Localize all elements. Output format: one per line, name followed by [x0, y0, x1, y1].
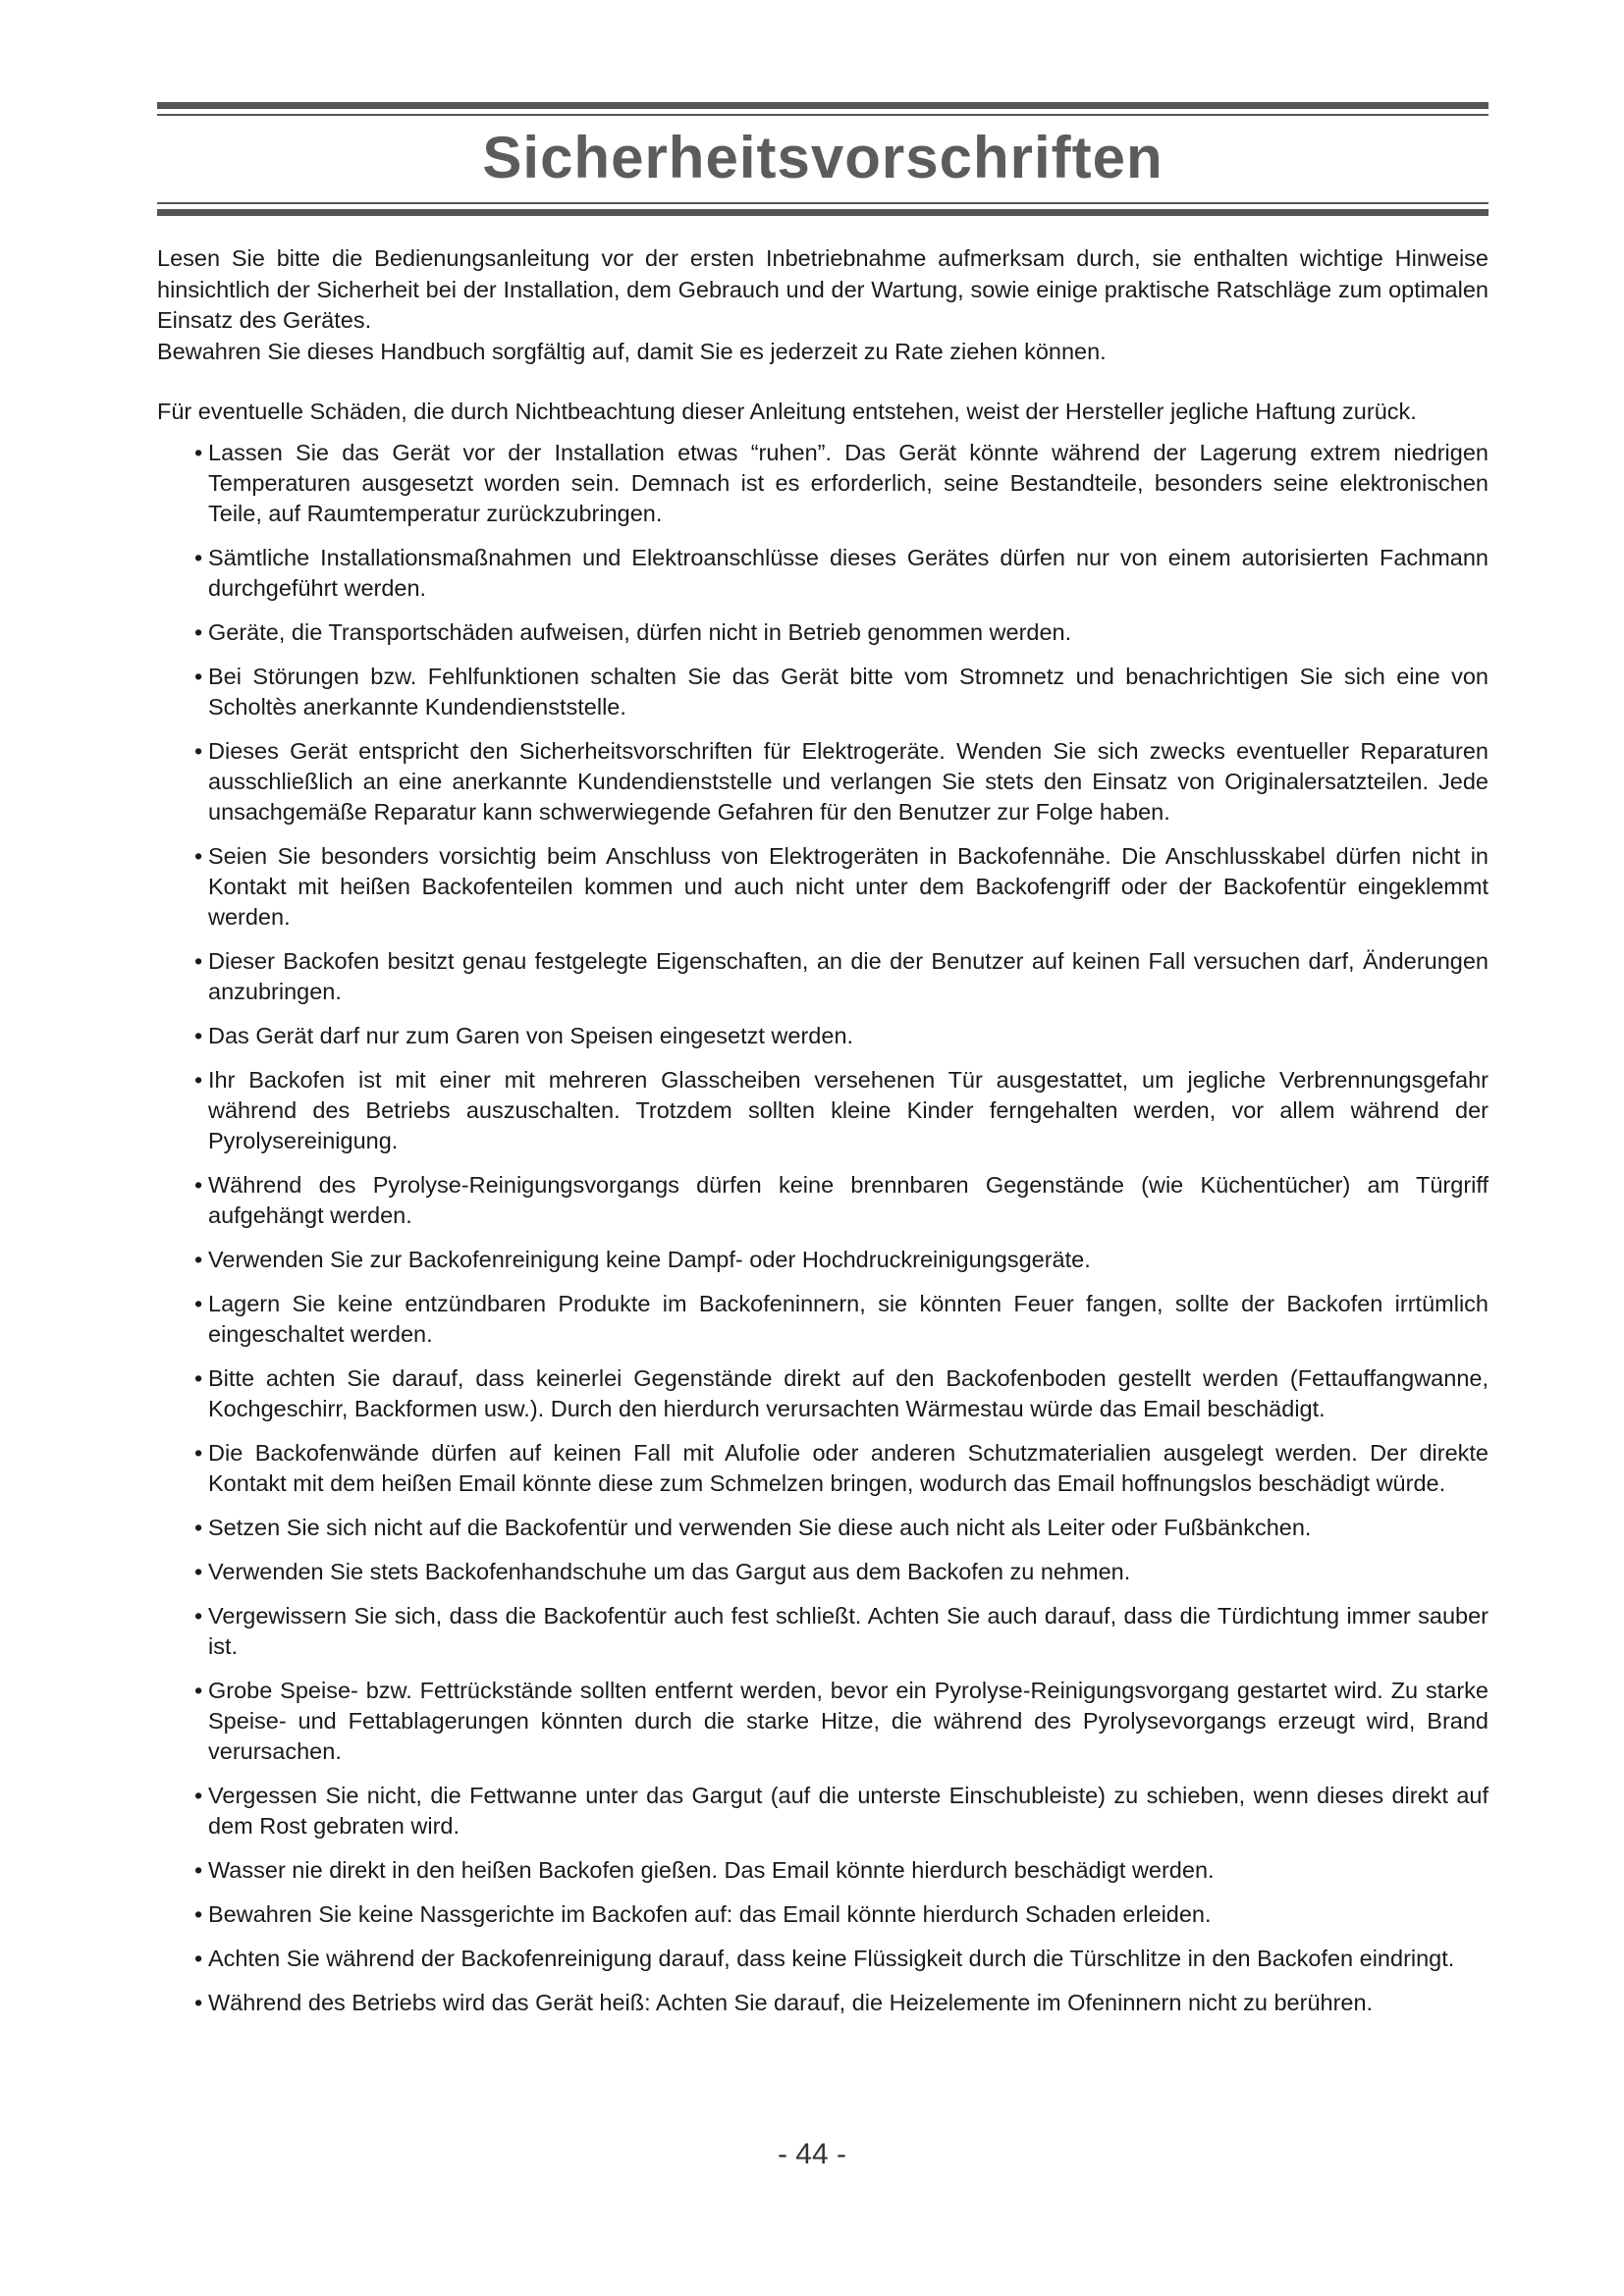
- page-number: - 44 -: [777, 2138, 847, 2170]
- list-item: • Seien Sie besonders vorsichtig beim Anschluss von Elektrogeräten in Backofennähe. Die Anschlusskabel dürfen nicht in Kontakt mit heißen Backofenteilen kommen und auch nicht unter dem Backofengriff oder der Backofentür eingeklemmt werden.: [194, 842, 1489, 930]
- bullet-icon: •: [194, 1900, 203, 1927]
- title-rule-top-thick: [157, 102, 1489, 109]
- list-item: • Während des Betriebs wird das Gerät heiß: Achten Sie darauf, die Heizelemente im Ofeninnern nicht zu berühren.: [194, 1988, 1489, 2018]
- intro-paragraph: Bewahren Sie dieses Handbuch sorgfältig auf, damit Sie es jederzeit zu Rate ziehen können.: [157, 338, 1107, 364]
- bullet-icon: •: [194, 1066, 203, 1093]
- list-item: • Geräte, die Transportschäden aufweisen, dürfen nicht in Betrieb genommen werden.: [194, 617, 1489, 648]
- list-item: • Bitte achten Sie darauf, dass keinerlei Gegenstände direkt auf den Backofenboden gestellt werden (Fettauffangwanne, Kochgeschirr, Backformen usw.). Durch den hierdurch verursachten Wärmestau würde das Email beschädigt.: [194, 1364, 1489, 1421]
- list-item: • Ihr Backofen ist mit einer mit mehreren Glasscheiben versehenen Tür ausgestattet, um jegliche Verbrennungsgefahr während des Betriebs auszuschalten. Trotzdem sollten kleine Kinder ferngehalten werden, vor allem während der Pyrolysereinigung.: [194, 1066, 1489, 1153]
- list-item: • Setzen Sie sich nicht auf die Backofentür und verwenden Sie diese auch nicht als Leiter oder Fußbänkchen.: [194, 1513, 1489, 1543]
- bullet-icon: •: [194, 1945, 203, 1971]
- list-item: • Vergessen Sie nicht, die Fettwanne unter das Gargut (auf die unterste Einschubleiste) zu schieben, wenn dieses direkt auf dem Rost gebraten wird.: [194, 1782, 1489, 1839]
- bullet-icon: •: [194, 1364, 203, 1391]
- list-item: • Vergewissern Sie sich, dass die Backofentür auch fest schließt. Achten Sie auch darauf, dass die Türdichtung immer sauber ist.: [194, 1602, 1489, 1659]
- list-item: • Dieser Backofen besitzt genau festgelegte Eigenschaften, an die der Benutzer auf keinen Fall versuchen darf, Änderungen anzubringen.: [194, 947, 1489, 1004]
- bullet-icon: •: [194, 1171, 203, 1198]
- intro-paragraph: Lesen Sie bitte die Bedienungsanleitung vor der ersten Inbetriebnahme aufmerksam durch, sie enthalten wichtige Hinweise hinsichtlich der Sicherheit bei der Installation, dem Gebrauch und der Wartung, sowie einige praktische Ratschläge zum optimalen Einsatz des Gerätes.: [157, 245, 1489, 333]
- list-item: • Das Gerät darf nur zum Garen von Speisen eingesetzt werden.: [194, 1021, 1489, 1051]
- bullet-icon: •: [194, 544, 203, 570]
- list-item: • Achten Sie während der Backofenreinigung darauf, dass keine Flüssigkeit durch die Türschlitze in den Backofen eindringt.: [194, 1944, 1489, 1974]
- bullet-icon: •: [194, 1246, 203, 1272]
- list-item: • Wasser nie direkt in den heißen Backofen gießen. Das Email könnte hierdurch beschädigt werden.: [194, 1855, 1489, 1886]
- bullet-icon: •: [194, 618, 203, 645]
- list-item: • Bewahren Sie keine Nassgerichte im Backofen auf: das Email könnte hierdurch Schaden erleiden.: [194, 1899, 1489, 1930]
- bullet-icon: •: [194, 1558, 203, 1584]
- document-body: [157, 243, 1489, 2032]
- list-item: • Lassen Sie das Gerät vor der Installation etwas “ruhen”. Das Gerät könnte während der Lagerung extrem niedrigen Temperaturen ausgesetzt worden sein. Demnach ist es erforderlich, seine Bestandteile, besonders seine elektronischen Teile, auf Raumtemperatur zurückzubringen.: [194, 439, 1489, 526]
- bullet-icon: •: [194, 1856, 203, 1883]
- title-header: [157, 102, 1489, 216]
- list-item: • Dieses Gerät entspricht den Sicherheitsvorschriften für Elektrogeräte. Wenden Sie sich zwecks eventueller Reparaturen ausschließlich an eine anerkannte Kundendienststelle und verlangen Sie stets den Einsatz von Originalersatzteilen. Jede unsachgemäße Reparatur kann schwerwiegende Gefahren für den Benutzer zur Folge haben.: [194, 737, 1489, 825]
- bullet-icon: •: [194, 663, 203, 689]
- bullet-icon: •: [194, 1602, 203, 1629]
- bullet-icon: •: [194, 439, 203, 465]
- list-item: • Die Backofenwände dürfen auf keinen Fall mit Alufolie oder anderen Schutzmaterialien ausgelegt werden. Der direkte Kontakt mit dem heißen Email könnte diese zum Schmelzen bringen, wodurch das Email hoffnungslos beschädigt würde.: [194, 1439, 1489, 1496]
- list-item: • Grobe Speise- bzw. Fettrückstände sollten entfernt werden, bevor ein Pyrolyse-Reinigungsvorgang gestartet wird. Zu starke Speise- und Fettablagerungen könnten durch die starke Hitze, die während des Pyrolysevorgangs erzeugt wird, Brand verursachen.: [194, 1677, 1489, 1764]
- list-item: • Verwenden Sie stets Backofenhandschuhe um das Gargut aus dem Backofen zu nehmen.: [194, 1557, 1489, 1587]
- bullet-icon: •: [194, 1514, 203, 1540]
- page-title: Sicherheitsvorschriften: [482, 125, 1164, 190]
- bullet-icon: •: [194, 1439, 203, 1466]
- safety-list: [157, 438, 1489, 2018]
- list-item: • Bei Störungen bzw. Fehlfunktionen schalten Sie das Gerät bitte vom Stromnetz und benachrichtigen Sie sich eine von Scholtès anerkannte Kundendienststelle.: [194, 663, 1489, 720]
- title-rule-top-thin: [157, 114, 1489, 116]
- list-item: • Lagern Sie keine entzündbaren Produkte im Backofeninnern, sie könnten Feuer fangen, sollte der Backofen irrtümlich eingeschaltet werden.: [194, 1290, 1489, 1347]
- bullet-icon: •: [194, 947, 203, 974]
- bullet-icon: •: [194, 842, 203, 869]
- bullet-icon: •: [194, 1989, 203, 2015]
- bullet-icon: •: [194, 737, 203, 764]
- liability-paragraph: Für eventuelle Schäden, die durch Nichtbeachtung dieser Anleitung entstehen, weist der Hersteller jegliche Haftung zurück.: [157, 399, 1417, 424]
- bullet-icon: •: [194, 1782, 203, 1808]
- bullet-icon: •: [194, 1677, 203, 1703]
- list-item: • Während des Pyrolyse-Reinigungsvorgangs dürfen keine brennbaren Gegenstände (wie Küchentücher) am Türgriff aufgehängt werden.: [194, 1171, 1489, 1228]
- bullet-icon: •: [194, 1290, 203, 1316]
- bullet-icon: •: [194, 1022, 203, 1048]
- list-item: • Verwenden Sie zur Backofenreinigung keine Dampf- oder Hochdruckreinigungsgeräte.: [194, 1245, 1489, 1275]
- title-rule-bottom-thick: [157, 209, 1489, 216]
- list-item: • Sämtliche Installationsmaßnahmen und Elektroanschlüsse dieses Gerätes dürfen nur von einem autorisierten Fachmann durchgeführt werden.: [194, 544, 1489, 601]
